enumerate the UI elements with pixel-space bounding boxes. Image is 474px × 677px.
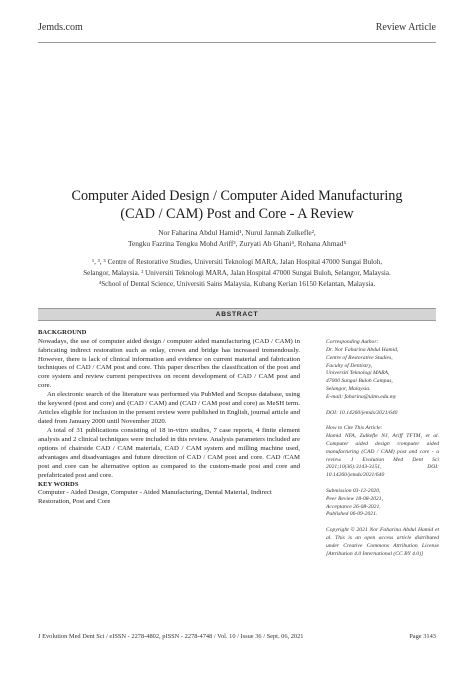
journal-info: J Evolution Med Dent Sci / eISSN - 2278-4802, pISSN - 2278-4748 / Vol. 10 / Issue 36 / Sept. 06, 2021 (38, 633, 304, 640)
corresponding-line: Centre of Restorative Studies, (326, 354, 393, 361)
abstract-body (38, 329, 300, 507)
published-date: Published 06-09-2021. (326, 511, 378, 518)
copyright-notice: Copyright © 2021 Nor Faharina Abdul Hamid et al. This is an open access article distributed under Creative Commons Attribution License [Attribution 4.0 International (CC BY 4.0)] (326, 527, 439, 557)
corresponding-line: Faculty of Dentistry, (326, 362, 373, 369)
affiliation-line-1: ¹, ³, ⁵ Centre of Restorative Studies, Universiti Teknologi MARA, Jalan Hospital 47000 Sungai Buloh, (91, 258, 383, 266)
abstract-paragraph-1: Nowadays, the use of computer aided design / computer aided manufacturing (CAD / CAM) in fabricating indirect restoration such as onlay, crown and bridge has increased tremendously. However, there is lack of clinical information and evidence on current material and fabrication techniques of CAD / CAM post and core. This paper describes the classification of the post and core system and review current perspectives on recent development of CAD / CAM post and core. (38, 337, 300, 390)
article-title (60, 187, 414, 223)
title-line-1: Computer Aided Design / Computer Aided Manufacturing (71, 188, 403, 204)
abstract-paragraph-3: A total of 31 publications consisting of 18 in-vitro studies, 7 case reports, 4 finite element analysis and 2 clinical techniques were included in this review. Analysis parameters included are options of chairside CAD / CAM materials, CAD / CAM system and milling machine used, advantages and disadvantages and future direction of CAD / CAM post and core. CAD /CAM post and core can be alternative option as compared to the custom-made post and core and prefabricated post and core. (38, 427, 300, 479)
cite-label: How to Cite This Article: (326, 425, 383, 432)
author-list (60, 227, 414, 249)
background-heading: BACKGROUND (38, 329, 87, 336)
header-divider (38, 42, 436, 43)
article-type: Review Article (375, 22, 436, 33)
author-email[interactable]: E-mail: faharina@uitm.edu.my (326, 393, 397, 400)
corresponding-line: Selangor, Malaysia. (326, 386, 371, 393)
affiliation-line-3: ⁴School of Dental Science, Universiti Sains Malaysia, Kubang Kerian 16150 Kelantan, Malaysia. (98, 280, 376, 289)
submission-date: Submission 03-12-2020, (326, 487, 381, 494)
journal-site: Jemds.com (38, 22, 83, 33)
keywords-list: Computer - Aided Design, Computer - Aided Manufacturing, Dental Material, Indirect Restoration, Post and Core (38, 489, 272, 506)
corresponding-line: Universiti Teknologi MARA, (326, 370, 390, 377)
page-number: Page 3143 (409, 633, 436, 640)
corresponding-line: Dr. Nor Faharina Abdul Hamid, (326, 346, 399, 353)
acceptance-date: Acceptance 26-08-2021, (326, 503, 381, 510)
corresponding-line: 47000 Sungai Buloh Campus, (326, 378, 393, 385)
affiliations (40, 257, 434, 291)
corresponding-author-label: Corresponding Author: (326, 339, 379, 345)
doi-link[interactable]: DOI: 10.14260/jemds/2021/640 (326, 409, 398, 416)
keywords-heading: KEY WORDS (38, 480, 79, 488)
authors-line-2: Tengku Fazrina Tengku Mohd Ariff³, Zuryati Ab Ghani⁴, Rohana Ahmad⁵ (127, 239, 347, 248)
citation-text: Hamid NFA, Zulkefle NJ, Ariff TFTM, et al. Computer aided design /computer aided manufacturing (CAD / CAM) post and core - a review. J Evolution Med Dent Sci 2021;10(36):3143-3151, DOI: 10.14260/jemds/2021/640 (326, 433, 439, 479)
abstract-heading-bar: ABSTRACT (38, 308, 436, 321)
affiliation-line-2: Selangor, Malaysia. ² Universiti Teknologi MARA, Jalan Hospital 47000 Sungai Buloh, Selangor, Malaysia. (83, 269, 391, 278)
peer-review-date: Peer Review 18-08-2021, (326, 495, 384, 502)
title-line-2: (CAD / CAM) Post and Core - A Review (120, 206, 354, 222)
authors-line-1: Nor Faharina Abdul Hamid¹, Nurul Jannah Zulkefle², (158, 228, 316, 237)
article-sidebar (326, 339, 439, 558)
page-footer (38, 633, 436, 640)
abstract-paragraph-2: An electronic search of the literature was performed via PubMed and Scopus database, using the keyword (post and core) and (CAD / CAM) and (CAD / CAM post and core) as MeSH term. Articles eligible for inclusion in the present review were published in English, journal article and dated from January 2000 until November 2020. (38, 391, 300, 426)
